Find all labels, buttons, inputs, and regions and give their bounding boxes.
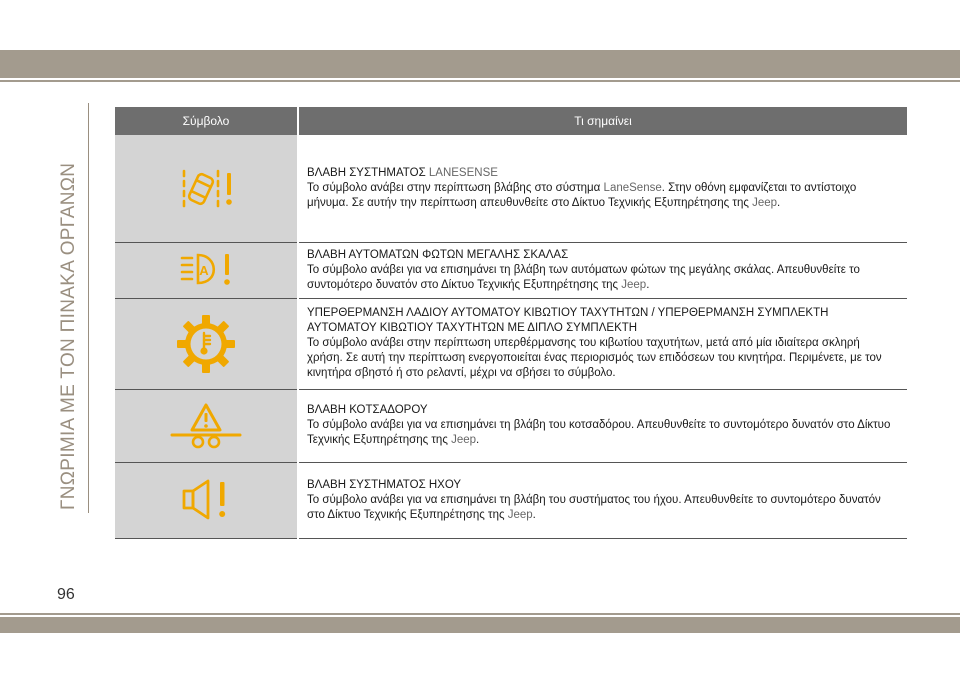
bottom-bar [0, 617, 960, 633]
svg-text:A: A [199, 263, 209, 278]
top-rule [0, 80, 960, 82]
section-title: ΓΝΩΡΙΜΙΑ ΜΕ ΤΟΝ ΠΙΝΑΚΑ ΟΡΓΑΝΩΝ [58, 162, 79, 510]
meaning-cell [298, 298, 907, 389]
page-number: 96 [57, 586, 75, 603]
symbol-cell [115, 462, 298, 538]
meaning-cell [298, 135, 907, 242]
section-title-rule [88, 103, 89, 513]
row-description: Το σύμβολο ανάβει στην περίπτωση βλάβης στο σύστημα LaneSense. Στην οθόνη εμφανίζεται το αντίστοιχο μήνυμα. Σε αυτήν την περίπτωση απευθυνθείτε στο Δίκτυο Τεχνικής Εξυπηρέτησης της Jeep. [307, 181, 857, 209]
brand-name: Jeep [621, 278, 647, 291]
row-title: ΒΛΑΒΗ ΑΥΤΟΜΑΤΩΝ ΦΩΤΩΝ ΜΕΓΑΛΗΣ ΣΚΑΛΑΣ [307, 248, 569, 261]
brand-name: Jeep [451, 434, 477, 446]
sound-system-fault-icon [180, 476, 232, 524]
trailer-fault-icon [168, 400, 244, 452]
top-band [0, 0, 960, 50]
table-row [115, 242, 907, 298]
top-bar [0, 50, 960, 78]
row-description: Το σύμβολο ανάβει στην περίπτωση υπερθέρμανσης του κιβωτίου ταχυτήτων, μετά από μία ιδιαίτερα σκληρή χρήση. Σε αυτή την περίπτωση ενεργοποιείται ένας περιορισμός των επιδόσεων του κινητήρα. Περιμένετε, με τον κινητήρα σβηστό ή στο ρελαντί, μέχρι να σβήσει το σύμβολο. [307, 337, 882, 379]
row-title: ΒΛΑΒΗ ΣΥΣΤΗΜΑΤΟΣ LANESENSE [307, 166, 498, 179]
bottom-rule [0, 613, 960, 615]
table-row [115, 389, 907, 462]
row-description: Το σύμβολο ανάβει για να επισημάνει τη βλάβη των αυτόματων φώτων της μεγάλης σκάλας. Απευθυνθείτε το συντομότερο δυνατόν στο Δίκτυο Τεχνικής Εξυπηρέτησης της Jeep. [307, 263, 860, 291]
symbol-cell [115, 298, 298, 389]
row-description: Το σύμβολο ανάβει για να επισημάνει τη βλάβη του κοτσαδόρου. Απευθυνθείτε το συντομότερο δυνατόν στο Δίκτυο Τεχνικής Εξυπηρέτησης της Jeep. [307, 419, 891, 446]
brand-name: Jeep [752, 196, 778, 209]
symbol-cell [115, 135, 298, 242]
table-row [115, 462, 907, 538]
brand-name: LANESENSE [428, 166, 498, 179]
transmission-overheat-icon [176, 314, 236, 374]
row-title: ΥΠΕΡΘΕΡΜΑΝΣΗ ΛΑΔΙΟΥ ΑΥΤΟΜΑΤΟΥ ΚΙΒΩΤΙΟΥ ΤΑΧΥΤΗΤΩΝ / ΥΠΕΡΘΕΡΜΑΝΣΗ ΣΥΜΠΛΕΚΤΗ ΑΥΤΟΜΑΤΟΥ ΚΙΒΩΤΙΟΥ ΤΑΧΥΤΗΤΩΝ ΜΕ ΔΙΠΛΟ ΣΥΜΠΛΕΚΤΗ [307, 307, 829, 334]
row-title: ΒΛΑΒΗ ΚΟΤΣΑΔΟΡΟΥ [307, 404, 428, 416]
table-row [115, 298, 907, 389]
symbol-table [115, 107, 907, 539]
brand-name: LaneSense [603, 181, 662, 194]
column-header-symbol: Σύμβολο [115, 107, 298, 135]
table-header [115, 107, 907, 135]
auto-high-beam-fault-icon [178, 250, 234, 290]
meaning-cell [298, 242, 907, 298]
lanesense-fault-icon [178, 163, 234, 213]
symbol-cell [115, 242, 298, 298]
table-row [115, 135, 907, 242]
symbol-cell [115, 389, 298, 462]
brand-name: Jeep [507, 508, 533, 521]
column-header-meaning: Τι σημαίνει [298, 107, 907, 135]
row-title: ΒΛΑΒΗ ΣΥΣΤΗΜΑΤΟΣ ΗΧΟΥ [307, 478, 462, 491]
meaning-cell [298, 462, 907, 538]
row-description: Το σύμβολο ανάβει για να επισημάνει τη βλάβη του συστήματος του ήχου. Απευθυνθείτε το συντομότερο δυνατόν στο Δίκτυο Τεχνικής Εξυπηρέτησης της Jeep. [307, 493, 881, 521]
meaning-cell [298, 389, 907, 462]
